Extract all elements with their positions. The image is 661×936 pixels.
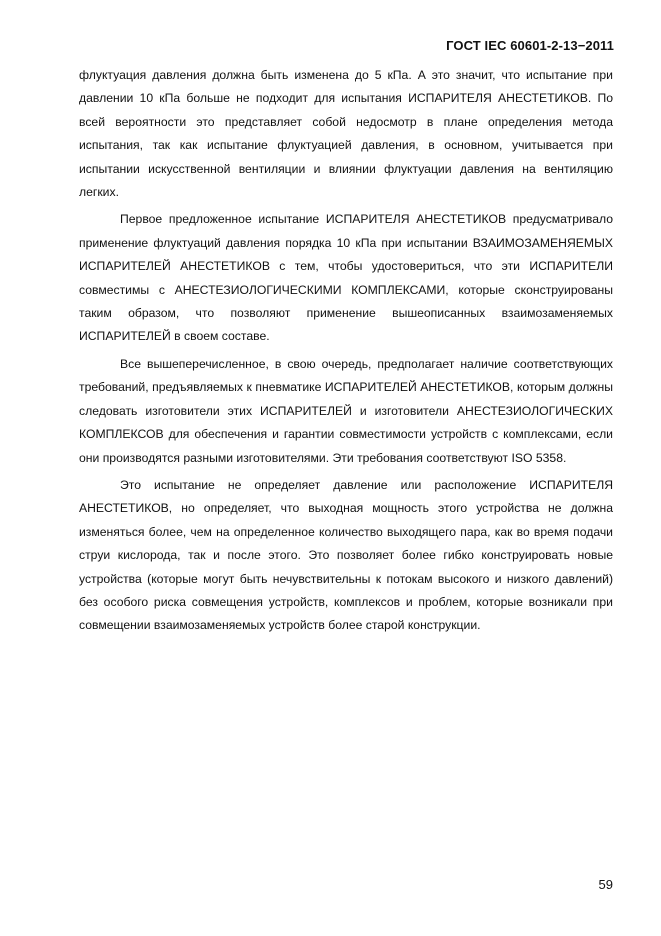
paragraph-continuation: флуктуация давления должна быть изменена до 5 кПа. А это значит, что испытание при давлении 10 кПа больше не подходит для испытания ИСПАРИТЕЛЯ АНЕСТЕТИКОВ. По всей вероятности это представляет собой недосмотр в плане определения метода испытания, так как испытание флуктуацией давления, в основном, учитывается при испытании искусственной вентиляции и влиянии флуктуации давления на вентиляцию легких. xyxy=(79,68,613,200)
body-text xyxy=(79,64,613,642)
paragraph: Все вышеперечисленное, в свою очередь, предполагает наличие соответствующих требований, предъявляемых к пневматике ИСПАРИТЕЛЕЙ АНЕСТЕТИКОВ, которым должны следовать изготовители этих ИСПАРИТЕЛЕЙ и изготовители АНЕСТЕЗИОЛОГИЧЕСКИХ КОМПЛЕКСОВ для обеспечения и гарантии совместимости устройств с комплексами, если они производятся разными изготовителями. Эти требования соответствуют ISO 5358. xyxy=(79,356,613,465)
page-number: 59 xyxy=(598,877,613,892)
paragraph: Это испытание не определяет давление или расположение ИСПАРИТЕЛЯ АНЕСТЕТИКОВ, но определяет, что выходная мощность этого устройства не должна изменяться более, чем на определенное количество выходящего пара, как во время подачи струи кислорода, так и после этого. Это позволяет более гибко конструировать новые устройства (которые могут быть нечувствительны к потокам высокого и низкого давлений) без особого риска совмещения устройств, комплексов и проблем, которые возникали при совмещении взаимозаменяемых устройств более старой конструкции. xyxy=(79,477,613,633)
paragraph: Первое предложенное испытание ИСПАРИТЕЛЯ АНЕСТЕТИКОВ предусматривало применение флуктуаций давления порядка 10 кПа при испытании ВЗАИМОЗАМЕНЯЕМЫХ ИСПАРИТЕЛЕЙ АНЕСТЕТИКОВ с тем, чтобы удостовериться, что эти ИСПАРИТЕЛИ совместимы с АНЕСТЕЗИОЛОГИЧЕСКИМИ КОМПЛЕКСАМИ, которые сконструированы таким образом, что позволяют применение вышеописанных взаимозаменяемых ИСПАРИТЕЛЕЙ в своем составе. xyxy=(79,212,613,344)
standard-header: ГОСТ IEC 60601-2-13−2011 xyxy=(446,38,614,53)
